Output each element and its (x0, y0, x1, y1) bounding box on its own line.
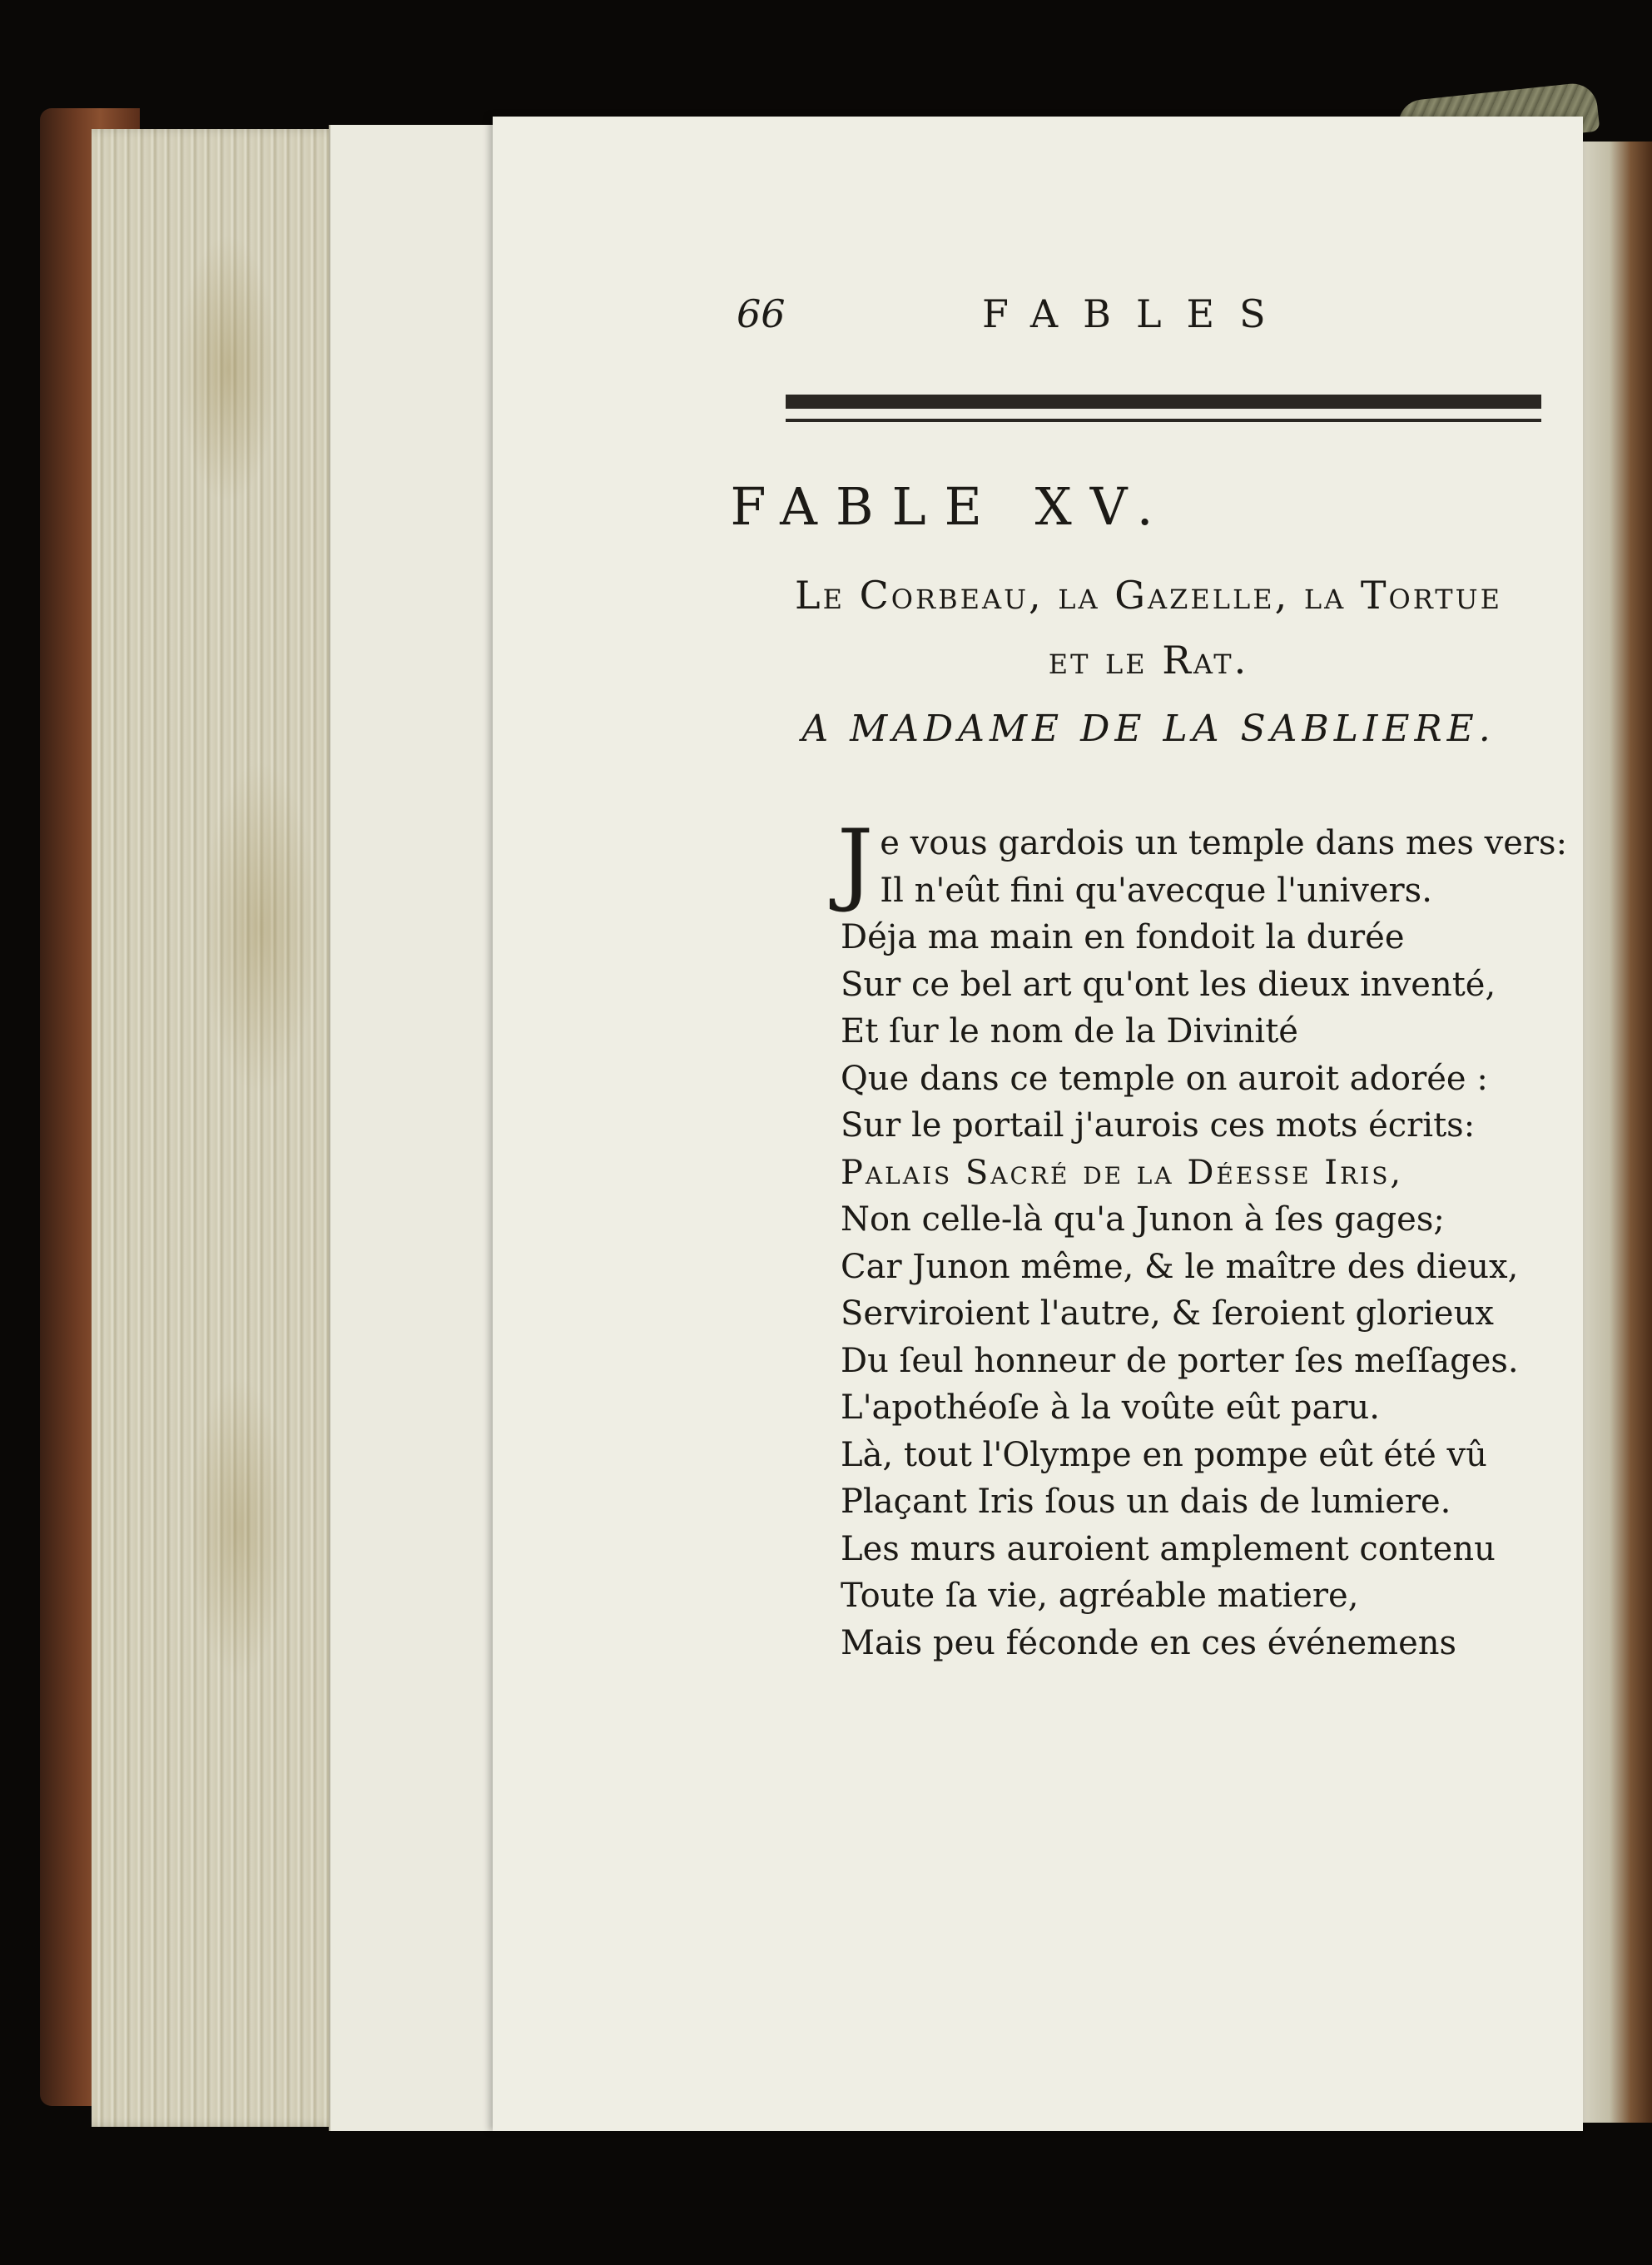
poem-first-line: e vous gardois un temple dans mes vers: (880, 824, 1568, 862)
poem-line: Plaçant Iris ſous un dais de lumiere. (841, 1483, 1451, 1521)
poem-line: Toute ſa vie, agréable matiere, (841, 1577, 1359, 1615)
poem-line: Mais peu féconde en ces événemens (841, 1623, 1457, 1662)
poem-line: Déja ma main en fondoit la durée (841, 918, 1405, 956)
running-title: FABLES (982, 291, 1291, 336)
poem-line: Sur le portail j'aurois ces mots écrits: (841, 1106, 1476, 1145)
header-rule-thin (786, 419, 1541, 422)
dedication: A MADAME DE LA SABLIERE. (801, 708, 1496, 750)
poem-line: Serviroient l'autre, & ſeroient glorieux (841, 1294, 1494, 1333)
poem-body (837, 811, 1573, 1666)
fable-title-line-1: Le Corbeau, la Gazelle, la Tortue (795, 573, 1502, 618)
right-binding-edge (1581, 142, 1652, 2123)
poem-line: Palais Sacré de la Déesse Iris, (841, 1153, 1404, 1192)
fable-heading: FABLE XV. (730, 476, 1172, 537)
header-rule-thick (786, 395, 1541, 409)
fable-title-line-2: et le Rat. (1048, 638, 1249, 683)
poem-line: Il n'eût fini qu'avecque l'univers. (880, 871, 1432, 910)
fable-title (749, 563, 1548, 693)
poem-line: Les murs auroient amplement contenu (841, 1529, 1496, 1568)
poem-line: Que dans ce temple on auroit adorée : (841, 1059, 1488, 1098)
drop-cap: J (837, 811, 874, 915)
poem-line: Là, tout l'Olympe en pompe eût été vû (841, 1435, 1487, 1474)
poem-line: Du ſeul honneur de porter ſes meſſages. (841, 1341, 1519, 1380)
page-number: 66 (737, 291, 786, 336)
page-edges-stain (141, 129, 358, 2127)
poem-line: Car Junon même, & le maître des dieux, (841, 1247, 1519, 1286)
poem-line: Et ſur le nom de la Divinité (841, 1012, 1298, 1051)
poem-line: Non celle-là qu'a Junon à ſes gages; (841, 1200, 1445, 1239)
poem-line: L'apothéoſe à la voûte eût paru. (841, 1388, 1380, 1427)
poem-line: Sur ce bel art qu'ont les dieux inventé, (841, 965, 1496, 1004)
left-leaf (329, 125, 501, 2131)
